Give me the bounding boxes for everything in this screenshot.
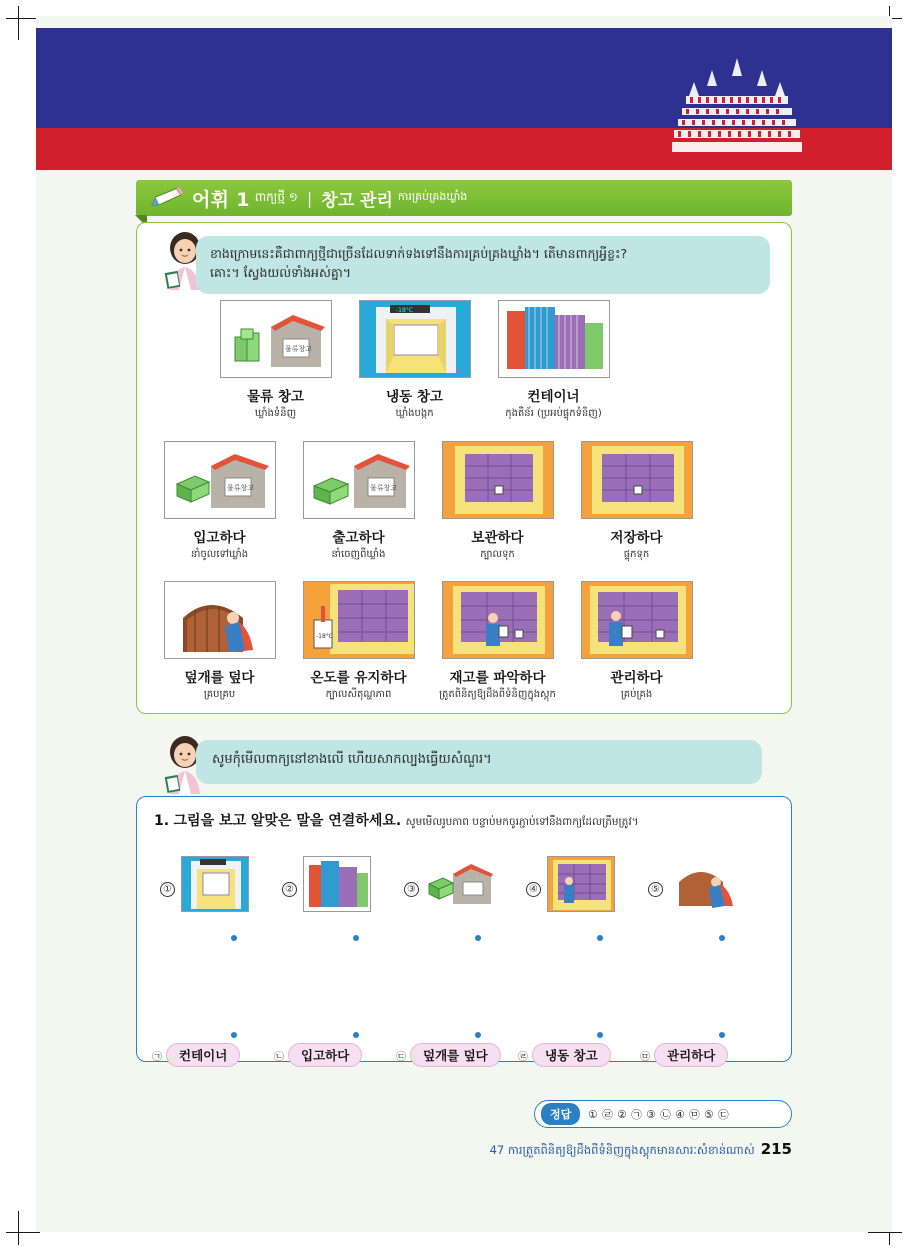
vocab-row bbox=[150, 441, 780, 568]
pencil-icon bbox=[148, 186, 186, 210]
option-pill[interactable]: 입고하다 bbox=[288, 1043, 362, 1067]
vocab-label-km: គ្រប់គ្រង bbox=[620, 689, 653, 700]
vocab-row bbox=[150, 300, 780, 427]
manage-worker-icon bbox=[581, 581, 693, 659]
lesson-topic: 창고 관리 bbox=[321, 190, 393, 211]
exercise-option bbox=[152, 1043, 274, 1067]
vocab-label-ko: 덮개를 덮다 bbox=[184, 670, 255, 686]
option-pill[interactable]: 덮개를 덮다 bbox=[410, 1043, 501, 1067]
lesson-number: 어휘 1 bbox=[192, 188, 250, 211]
storage-racks-icon bbox=[581, 441, 693, 519]
item-number: ② bbox=[282, 882, 297, 897]
option-label: ㉤ bbox=[640, 1051, 650, 1063]
cover-tarp-icon bbox=[164, 581, 276, 659]
option-pill[interactable]: 관리하다 bbox=[654, 1043, 728, 1067]
lesson-topic-khmer: ការគ្រប់គ្រងឃ្លាំង bbox=[397, 190, 468, 203]
connector-dot[interactable] bbox=[282, 1023, 404, 1042]
answer-key-bar bbox=[534, 1100, 792, 1128]
exercise-prompt-ko: 그림을 보고 알맞은 말을 연결하세요. bbox=[173, 813, 402, 829]
crop-mark bbox=[6, 18, 40, 19]
warehouse-box-in-icon[interactable] bbox=[425, 856, 493, 912]
vocab-label-ko: 온도를 유지하다 bbox=[310, 670, 407, 686]
angkor-wat-temple-icon bbox=[672, 52, 802, 162]
exercise-items-row bbox=[160, 856, 770, 912]
vocab-label-km: ផ្ទុកទុក bbox=[623, 548, 650, 560]
option-pill[interactable]: 냉동 창고 bbox=[532, 1043, 611, 1067]
freezer-door-icon[interactable] bbox=[181, 856, 249, 912]
svg-text:물류창고: 물류창고 bbox=[226, 483, 254, 492]
connector-dot[interactable] bbox=[526, 1023, 648, 1042]
exercise-option bbox=[640, 1043, 762, 1067]
svg-text:물류창고: 물류창고 bbox=[284, 345, 312, 353]
lesson-number-khmer: ពាក្យថ្មី ១ bbox=[254, 190, 298, 204]
vocab-item bbox=[567, 581, 706, 702]
option-label: ㉡ bbox=[274, 1051, 284, 1063]
option-pill[interactable]: 컨테이너 bbox=[166, 1043, 240, 1067]
vocab-label-ko: 관리하다 bbox=[610, 670, 663, 686]
title-separator: | bbox=[306, 188, 313, 208]
lesson-title-bar bbox=[136, 180, 792, 216]
exercise-number: 1. bbox=[154, 813, 170, 829]
vocab-label-km: នាំចេញពីឃ្លាំង bbox=[331, 548, 386, 560]
exercise-item bbox=[404, 856, 526, 912]
item-number: ④ bbox=[526, 882, 541, 897]
vocab-row bbox=[150, 581, 780, 708]
item-number: ⑤ bbox=[648, 882, 663, 897]
crop-mark bbox=[18, 6, 19, 40]
vocab-label-km: ឃ្លាំងបង្កក bbox=[395, 408, 434, 419]
intro-line-2: គោះ។ ស្វែងយល់ទាំងអស់គ្នា។ bbox=[210, 265, 351, 281]
exercise-item bbox=[282, 856, 404, 912]
connector-dot[interactable] bbox=[160, 926, 282, 945]
vocab-label-km: គ្របគ្រប bbox=[203, 689, 236, 700]
option-label: ㉣ bbox=[518, 1051, 528, 1063]
vocab-label-ko: 입고하다 bbox=[193, 529, 246, 546]
vocab-item bbox=[289, 581, 428, 702]
exercise-prompt-km: សូមមើលរូបភាព បន្ទាប់មកចូរភ្ជាប់ទៅនឹងពាក្យដែលត្រឹមត្រូវ។ bbox=[405, 816, 639, 828]
svg-text:-18°C: -18°C bbox=[315, 633, 333, 640]
page-number: 215 bbox=[760, 1140, 792, 1158]
svg-text:물류창고: 물류창고 bbox=[369, 483, 397, 492]
answer-key-text: ① ㉣ ② ㉠ ③ ㉡ ④ ㉤ ⑤ ㉢ bbox=[588, 1108, 730, 1121]
connector-dot[interactable] bbox=[526, 926, 648, 945]
vocab-item bbox=[206, 300, 345, 421]
vocab-item bbox=[428, 441, 567, 562]
vocab-item bbox=[150, 441, 289, 562]
vocab-label-km: កុងតឺន័រ (ប្រអប់ផ្ទុកទំនិញ) bbox=[505, 408, 602, 419]
vocab-label-km: នាំចូលទៅឃ្លាំង bbox=[190, 548, 249, 560]
exercise-option bbox=[274, 1043, 396, 1067]
vocab-label-km: ត្រូតពិនិត្យឱ្យដឹងពីទំនិញក្នុងស្តុក bbox=[439, 689, 556, 700]
connector-dot[interactable] bbox=[282, 926, 404, 945]
second-speech-bubble bbox=[196, 740, 762, 784]
page-footer bbox=[490, 1140, 792, 1160]
connector-dot[interactable] bbox=[648, 926, 770, 945]
vocab-label-km: ក្បាលសីតុណ្ហភាព bbox=[325, 689, 392, 700]
vocab-label-ko: 저장하다 bbox=[610, 529, 663, 546]
exercise-item bbox=[648, 856, 770, 912]
vocab-item bbox=[150, 581, 289, 702]
vocab-label-ko: 보관하다 bbox=[471, 529, 524, 546]
vocab-label-km: ឃ្លាំងទំនិញ bbox=[254, 408, 297, 419]
inventory-check-icon bbox=[442, 581, 554, 659]
exercise-option bbox=[518, 1043, 640, 1067]
exercise-option bbox=[396, 1043, 518, 1067]
option-label: ㉠ bbox=[152, 1051, 162, 1063]
svg-text:-18°C: -18°C bbox=[395, 307, 413, 314]
vocab-item bbox=[289, 441, 428, 562]
exercise-item bbox=[160, 856, 282, 912]
vocab-label-ko: 컨테이너 bbox=[527, 389, 580, 405]
connector-dots-top bbox=[160, 926, 770, 945]
thermometer-cold-room-icon bbox=[303, 581, 415, 659]
vocab-label-ko: 물류 창고 bbox=[247, 389, 304, 405]
connector-dot[interactable] bbox=[404, 1023, 526, 1042]
intro-line-1: ខាងក្រោមនេះគឺជាពាក្យថ្មីជាច្រើនដែលទាក់ទងទៅនឹងការគ្រប់គ្រងឃ្លាំង។ តើមានពាក្យអ្វីខ្លះ? bbox=[210, 246, 628, 261]
exercise-options-row bbox=[152, 1043, 778, 1067]
vocab-label-ko: 냉동 창고 bbox=[386, 389, 443, 405]
crop-mark bbox=[18, 1211, 19, 1245]
cover-tarp-icon[interactable] bbox=[669, 856, 737, 912]
option-label: ㉢ bbox=[396, 1051, 406, 1063]
second-bubble-text: សូមកុំមើលពាក្យនៅខាងលើ ហើយសាកល្បងធ្វើយសំណួរ។ bbox=[212, 752, 492, 767]
footer-text: 47 ការត្រួតពិនិត្យឱ្យដឹងពីទំនិញក្នុងស្តុកមានសារៈសំខាន់ណាស់ bbox=[489, 1143, 755, 1157]
vocab-item bbox=[428, 581, 567, 702]
freezer-door-icon bbox=[359, 300, 471, 378]
connector-dot[interactable] bbox=[160, 1023, 282, 1042]
vocab-label-km: ក្បាលទុក bbox=[480, 548, 515, 560]
intro-speech-bubble bbox=[196, 236, 770, 294]
connector-dot[interactable] bbox=[648, 1023, 770, 1042]
vocab-label-ko: 출고하다 bbox=[332, 529, 385, 546]
vocab-label-ko: 재고를 파악하다 bbox=[449, 670, 546, 686]
vocab-item bbox=[484, 300, 623, 421]
exercise-prompt bbox=[154, 810, 639, 831]
connector-dot[interactable] bbox=[404, 926, 526, 945]
answer-key-tag: 정답 bbox=[541, 1103, 580, 1125]
shipping-containers-icon bbox=[498, 300, 610, 378]
exercise-item bbox=[526, 856, 648, 912]
shipping-containers-icon[interactable] bbox=[303, 856, 371, 912]
item-number: ① bbox=[160, 882, 175, 897]
warehouse-green-boxes-icon bbox=[220, 300, 332, 378]
crop-mark bbox=[6, 1232, 40, 1233]
warehouse-box-out-icon bbox=[303, 441, 415, 519]
crop-mark bbox=[868, 1232, 902, 1233]
manage-worker-icon[interactable] bbox=[547, 856, 615, 912]
vocab-item bbox=[567, 441, 706, 562]
item-number: ③ bbox=[404, 882, 419, 897]
connector-dots-bottom bbox=[160, 1023, 770, 1042]
warehouse-box-in-icon bbox=[164, 441, 276, 519]
storage-shelves-icon bbox=[442, 441, 554, 519]
vocab-item bbox=[345, 300, 484, 421]
vocabulary-grid bbox=[150, 300, 780, 708]
